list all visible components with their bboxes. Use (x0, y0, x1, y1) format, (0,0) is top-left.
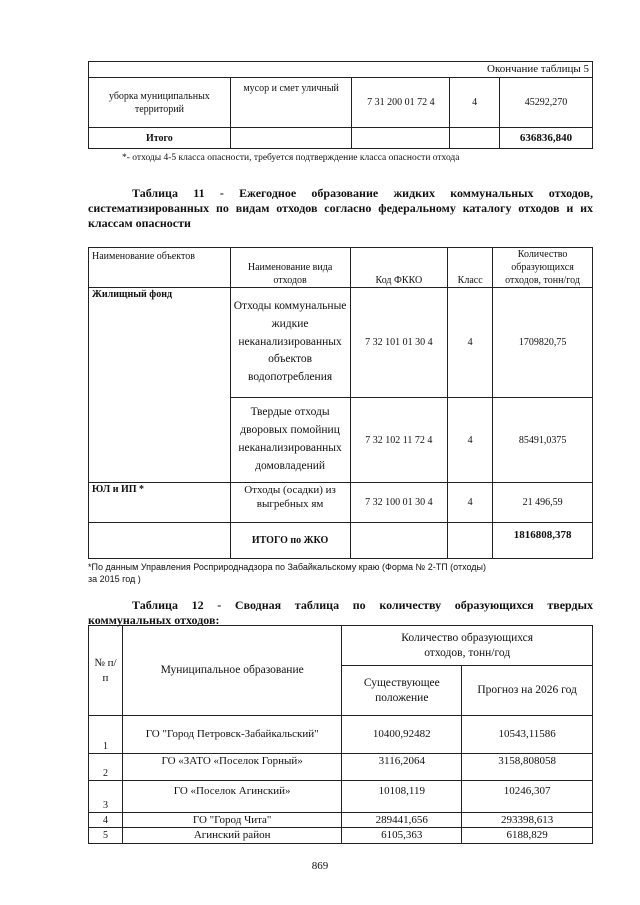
table-row (89, 828, 593, 843)
table-cell (450, 128, 500, 149)
table-cell: 45292,270 (500, 78, 593, 128)
current-value: 6105,363 (342, 828, 462, 843)
forecast-value: 10246,307 (462, 781, 593, 813)
table-cell: 21 496,59 (493, 483, 593, 523)
table-continuation-label: Окончание таблицы 5 (89, 62, 593, 78)
table-cell: 4 (448, 483, 493, 523)
table-cell (350, 523, 448, 559)
page-number: 869 (311, 860, 329, 872)
table-footnote: за 2015 год ) (88, 574, 141, 584)
table-cell: 85491,0375 (493, 398, 593, 483)
group-label: Жилищный фонд (89, 288, 231, 483)
total-value: 636836,840 (500, 128, 593, 149)
table-cell: 4 (448, 398, 493, 483)
current-value: 10400,92482 (342, 716, 462, 754)
current-value: 3116,2064 (342, 754, 462, 781)
table-cell: мусор и смет уличный (230, 78, 352, 128)
row-number: 2 (89, 754, 123, 781)
total-label: Итого (89, 128, 231, 149)
table-cell: 1709820,75 (493, 288, 593, 398)
table-cell (89, 523, 231, 559)
table-cell: 7 32 102 11 72 4 (350, 398, 448, 483)
forecast-value: 6188,829 (462, 828, 593, 843)
table-row (89, 716, 593, 754)
table-caption: Таблица 11 - Ежегодное образование жидких коммунальных отходов, систематизированных по видам отходов согласно федеральному каталогу отходов и их классам опасности (88, 186, 593, 230)
column-header-quantity: Количество образующихся отходов, тонн/год (342, 626, 593, 666)
current-value: 10108,119 (342, 781, 462, 813)
column-header-forecast: Прогноз на 2026 год (462, 666, 593, 716)
table-caption: Таблица 12 - Сводная таблица по количеству образующихся твердых коммунальных отходов: (88, 598, 593, 627)
row-number: 3 (89, 781, 123, 813)
table-cell (448, 523, 493, 559)
column-header: Наименование вида отходов (230, 248, 350, 288)
current-value: 289441,656 (342, 813, 462, 828)
forecast-value: 293398,613 (462, 813, 593, 828)
row-number: 1 (89, 716, 123, 754)
row-number: 5 (89, 828, 123, 843)
table-cell: уборка муниципальных территорий (89, 78, 231, 128)
municipality-name: ГО «Поселок Агинский» (122, 781, 341, 813)
table-cell (230, 128, 352, 149)
column-header-number: № п/п (89, 626, 123, 716)
table-cell: 7 32 100 01 30 4 (350, 483, 448, 523)
column-header: Код ФККО (350, 248, 448, 288)
table-row (89, 781, 593, 813)
table-cell: 4 (448, 288, 493, 398)
table-5-end (88, 61, 593, 149)
column-header-current: Существующее положение (342, 666, 462, 716)
row-number: 4 (89, 813, 123, 828)
table-12 (88, 625, 593, 844)
table-cell: Твердые отходы дворовых помойниц неканализированных домовладений (230, 398, 350, 483)
municipality-name: Агинский район (122, 828, 341, 843)
total-value: 1816808,378 (493, 523, 593, 559)
column-header-municipality: Муниципальное образование (122, 626, 341, 716)
table-cell: 7 31 200 01 72 4 (352, 78, 450, 128)
group-label: ЮЛ и ИП * (89, 483, 231, 523)
table-footnote: *- отходы 4-5 класса опасности, требуется подтверждение класса опасности отхода (122, 153, 460, 163)
column-header: Количество образующихся отходов, тонн/год (493, 248, 593, 288)
table-11 (88, 247, 593, 559)
municipality-name: ГО "Город Петровск-Забайкальский" (122, 716, 341, 754)
forecast-value: 3158,808058 (462, 754, 593, 781)
table-row (89, 813, 593, 828)
table-cell: 7 32 101 01 30 4 (350, 288, 448, 398)
table-cell (352, 128, 450, 149)
forecast-value: 10543,11586 (462, 716, 593, 754)
column-header: Класс (448, 248, 493, 288)
table-cell: 4 (450, 78, 500, 128)
municipality-name: ГО "Город Чита" (122, 813, 341, 828)
column-header: Наименование объектов (89, 248, 231, 288)
table-footnote: *По данным Управления Росприроднадзора по Забайкальскому краю (Форма № 2-ТП (отходы) (88, 562, 487, 572)
table-cell: Отходы (осадки) из выгребных ям (230, 483, 350, 523)
municipality-name: ГО «ЗАТО «Поселок Горный» (122, 754, 341, 781)
table-row (89, 754, 593, 781)
table-cell: Отходы коммунальные жидкие неканализированных объектов водопотребления (230, 288, 350, 398)
total-label: ИТОГО по ЖКО (230, 523, 350, 559)
